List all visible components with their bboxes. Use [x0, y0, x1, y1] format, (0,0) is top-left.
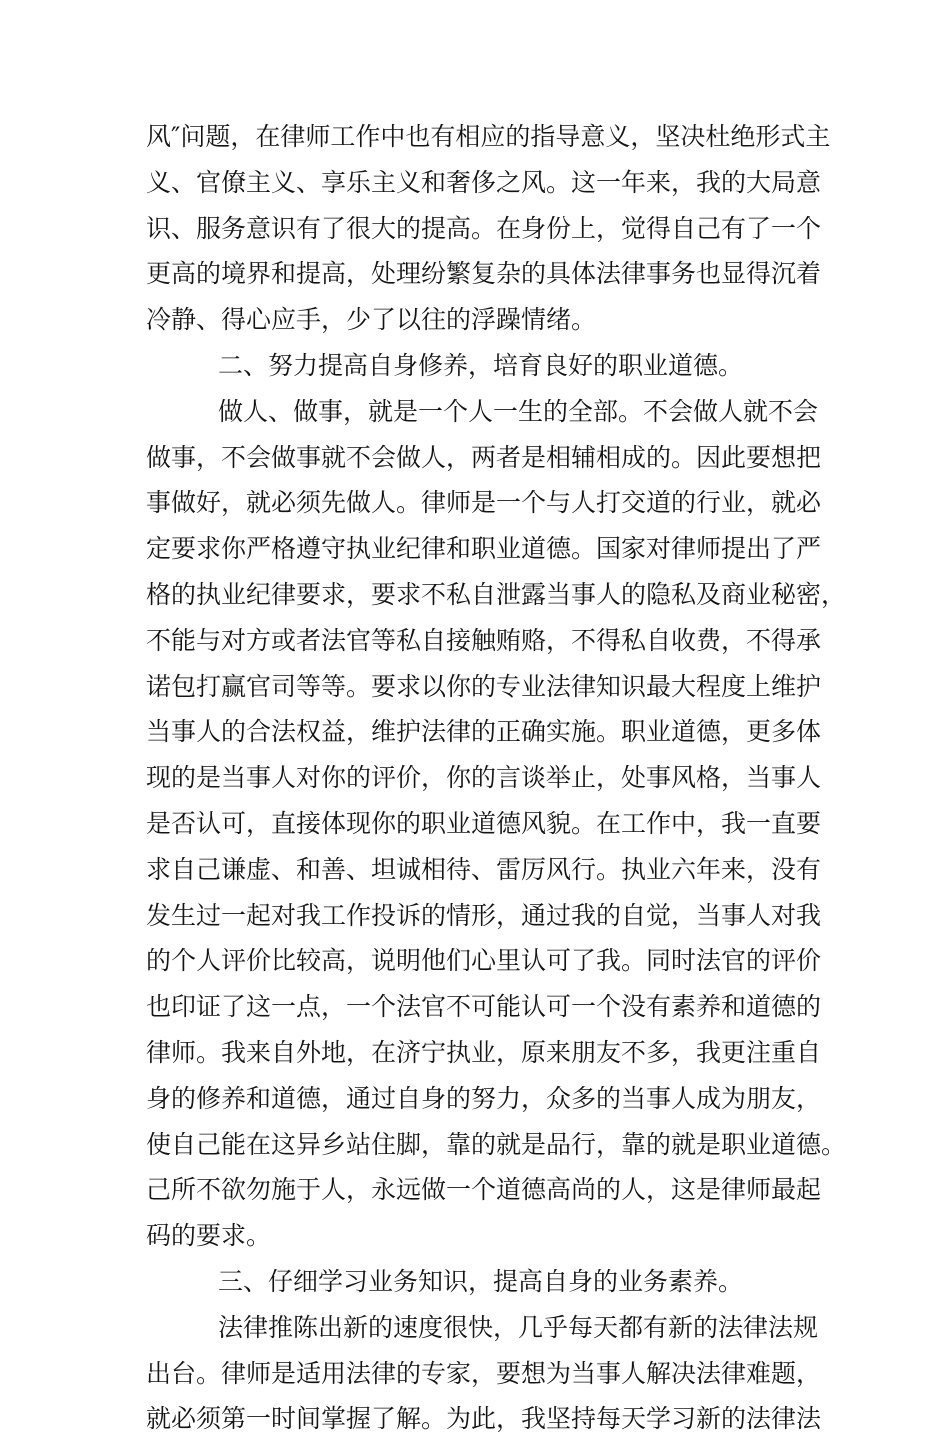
- text-line: 冷静、得心应手，少了以往的浮躁情绪。: [146, 305, 597, 335]
- text-line: 事做好，就必须先做人。律师是一个与人打交道的行业，就必: [146, 488, 822, 518]
- text-line: 是否认可，直接体现你的职业道德风貌。在工作中，我一直要: [146, 808, 822, 838]
- text-line: 的个人评价比较高，说明他们心里认可了我。同时法官的评价: [146, 946, 822, 976]
- text-line: 更高的境界和提高，处理纷繁复杂的具体法律事务也显得沉着: [146, 259, 822, 289]
- text-line: 法律推陈出新的速度很快，几乎每天都有新的法律法规: [218, 1312, 819, 1342]
- text-line: 律师。我来自外地，在济宁执业，原来朋友不多，我更注重自: [146, 1037, 822, 1067]
- section-heading-3: [146, 1259, 816, 1305]
- section-heading-text: 三、仔细学习业务知识，提高自身的业务素养。: [218, 1266, 744, 1296]
- text-line: 做人、做事，就是一个人一生的全部。不会做人就不会: [218, 396, 819, 426]
- text-line: 做事，不会做事就不会做人，两者是相辅相成的。因此要想把: [146, 442, 822, 472]
- paragraph-continuation: [146, 114, 831, 343]
- section-heading-text: 二、努力提高自身修养，培育良好的职业道德。: [218, 350, 744, 380]
- text-line: 定要求你严格遵守执业纪律和职业道德。国家对律师提出了严: [146, 534, 822, 564]
- text-line: 发生过一起对我工作投诉的情形，通过我的自觉，当事人对我: [146, 900, 822, 930]
- text-line: 就必须第一时间掌握了解。为此，我坚持每天学习新的法律法: [146, 1404, 822, 1434]
- text-line: 当事人的合法权益，维护法律的正确实施。职业道德，更多体: [146, 717, 822, 747]
- text-line: 现的是当事人对你的评价，你的言谈举止，处事风格，当事人: [146, 763, 822, 793]
- text-line: 诺包打赢官司等等。要求以你的专业法律知识最大程度上维护: [146, 671, 822, 701]
- text-line: 码的要求。: [146, 1221, 272, 1251]
- text-line: 使自己能在这异乡站住脚，靠的就是品行，靠的就是职业道德。: [146, 1129, 847, 1159]
- text-line: 风″问题，在律师工作中也有相应的指导意义，坚决杜绝形式主: [146, 122, 831, 151]
- text-line: 身的修养和道德，通过自身的努力，众多的当事人成为朋友，: [146, 1083, 822, 1113]
- paragraph-professional-ethics: [146, 389, 847, 1259]
- text-line: 义、官僚主义、享乐主义和奢侈之风。这一年来，我的大局意: [146, 167, 822, 197]
- text-line: 己所不欲勿施于人，永远做一个道德高尚的人，这是律师最起: [146, 1175, 822, 1205]
- text-line: 出台。律师是适用法律的专家，要想为当事人解决法律难题，: [146, 1358, 822, 1388]
- text-line: 格的执业纪律要求，要求不私自泄露当事人的隐私及商业秘密，: [146, 579, 847, 609]
- section-heading-2: [146, 343, 816, 389]
- text-line: 不能与对方或者法官等私自接触贿赂，不得私自收费，不得承: [146, 625, 822, 655]
- document-body: [146, 114, 847, 1442]
- text-line: 也印证了这一点，一个法官不可能认可一个没有素养和道德的: [146, 992, 822, 1022]
- text-line: 识、服务意识有了很大的提高。在身份上，觉得自己有了一个: [146, 213, 822, 243]
- paragraph-legal-study: [146, 1305, 822, 1442]
- text-line: 求自己谦虚、和善、坦诚相待、雷厉风行。执业六年来，没有: [146, 854, 822, 884]
